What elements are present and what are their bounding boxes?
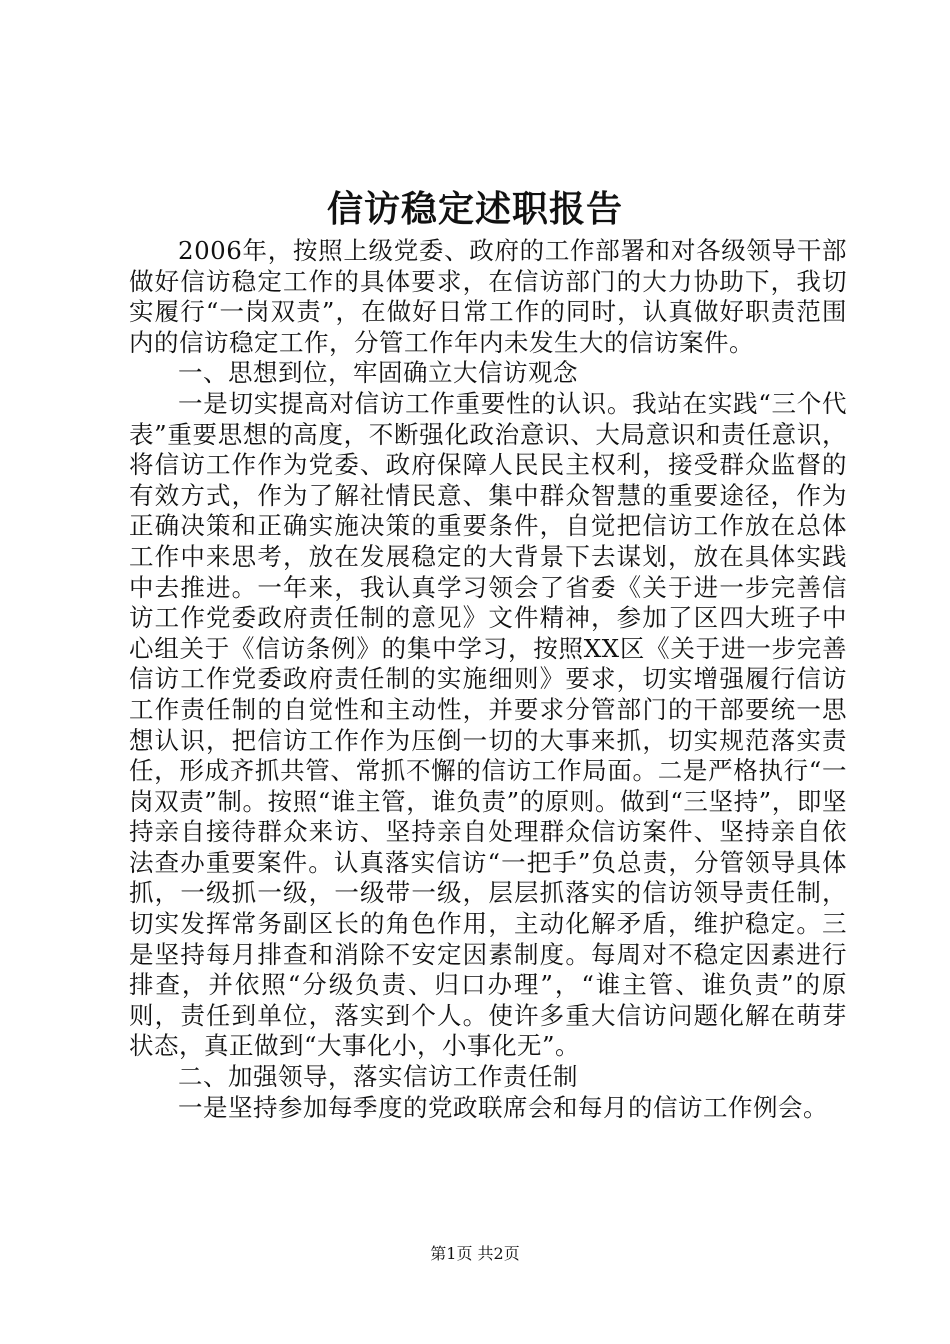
- section-1-paragraph: 一是切实提高对信访工作重要性的认识。我站在实践“三个代表”重要思想的高度，不断强化政治意识、大局意识和责任意识，将信访工作作为党委、政府保障人民民主权利，接受群众监督的有效方式，作为了解社情民意、集中群众智慧的重要途径，作为正确决策和正确实施决策的重要条件，自觉把信访工作放在总体工作中来思考，放在发展稳定的大背景下去谋划，放在具体实践中去推进。一年来，我认真学习领会了省委《关于进一步完善信访工作党委政府责任制的意见》文件精神，参加了区四大班子中心组关于《信访条例》的集中学习，按照XX区《关于进一步完善信访工作党委政府责任制的实施细则》要求，切实增强履行信访工作责任制的自觉性和主动性，并要求分管部门的干部要统一思想认识，把信访工作作为压倒一切的大事来抓，切实规范落实责任，形成齐抓共管、常抓不懈的信访工作局面。二是严格执行“一岗双责”制。按照“谁主管，谁负责”的原则。做到“三坚持”，即坚持亲自接待群众来访、坚持亲自处理群众信访案件、坚持亲自依法查办重要案件。认真落实信访“一把手”负总责，分管领导具体抓，一级抓一级，一级带一级，层层抓落实的信访领导责任制，切实发挥常务副区长的角色作用，主动化解矛盾，维护稳定。三是坚持每月排查和消除不安定因素制度。每周对不稳定因素进行排查，并依照“分级负责、归口办理”，“谁主管、谁负责”的原则，责任到单位，落实到个人。使许多重大信访问题化解在萌芽状态，真正做到“大事化小，小事化无”。: [129, 388, 847, 1061]
- document-body: [129, 236, 847, 1123]
- section-heading-2: 二、加强领导，落实信访工作责任制: [178, 1062, 578, 1092]
- section-heading-1: 一、思想到位，牢固确立大信访观念: [178, 358, 578, 388]
- document-title: 信访稳定述职报告: [326, 188, 623, 230]
- intro-paragraph: 2006年，按照上级党委、政府的工作部署和对各级领导干部做好信访稳定工作的具体要求，在信访部门的大力协助下，我切实履行“一岗双责”，在做好日常工作的同时，认真做好职责范围内的信访稳定工作，分管工作年内未发生大的信访案件。: [129, 236, 847, 357]
- page-footer: 第1页 共2页: [430, 1244, 520, 1263]
- section-2-paragraph: 一是坚持参加每季度的党政联席会和每月的信访工作例会。: [178, 1092, 828, 1122]
